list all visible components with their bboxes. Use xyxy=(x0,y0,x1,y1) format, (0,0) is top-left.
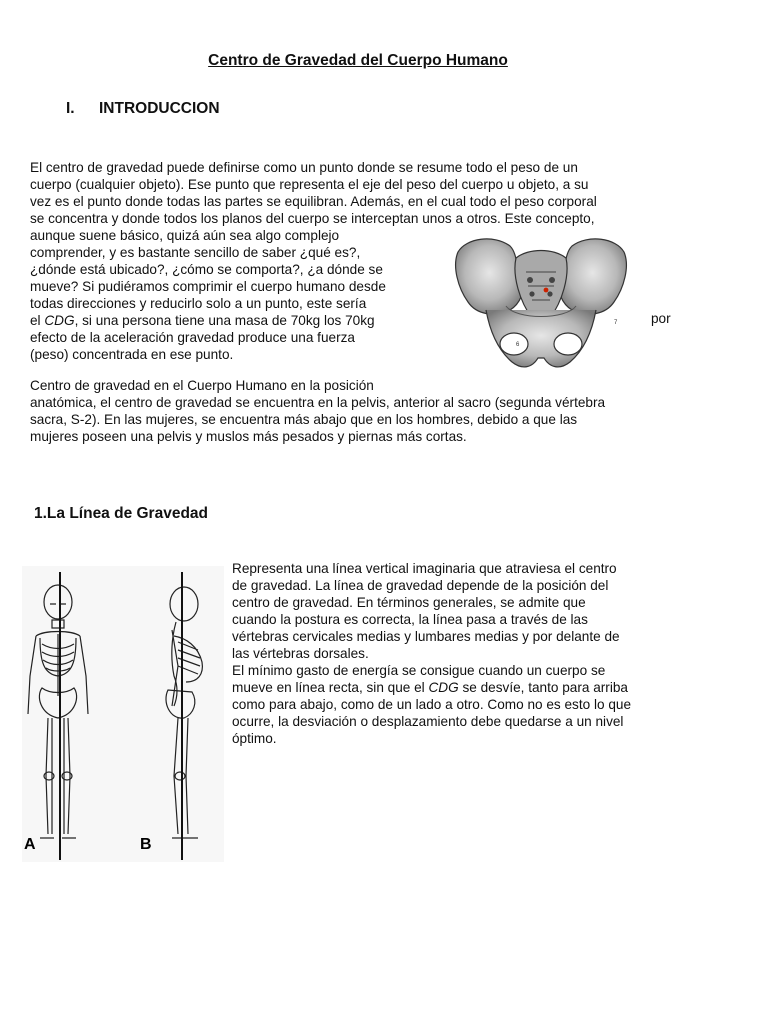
text-line: (peso) concentrada en ese punto. xyxy=(30,347,234,362)
text-line: vez es el punto donde todas las partes se equilibran. Además, en el cual todo el peso corporal xyxy=(30,194,597,209)
text-line: las vértebras dorsales. xyxy=(232,646,369,661)
pelvis-label-7: 7 xyxy=(614,320,618,326)
text-line: El mínimo gasto de energía se consigue cuando un cuerpo se xyxy=(232,663,606,678)
text-line: se concentra y donde todos los planos del cuerpo se interceptan unos a otros. Este concepto, xyxy=(30,211,595,226)
text-line: Representa una línea vertical imaginaria que atraviesa el centro xyxy=(232,561,617,576)
text-line: cuerpo (cualquier objeto). Ese punto que representa el eje del peso del cuerpo u objeto, a su xyxy=(30,177,589,192)
text-line: sacra, S-2). En las mujeres, se encuentra más abajo que en los hombres, debido a que las xyxy=(30,412,578,427)
text-line: efecto de la aceleración gravedad produce una fuerza xyxy=(30,330,355,345)
pelvis-figure xyxy=(446,232,636,378)
intro-por-word: por xyxy=(651,311,671,326)
cdg-location-paragraph xyxy=(30,377,730,445)
text-line: Centro de gravedad en el Cuerpo Humano en la posición xyxy=(30,378,374,393)
skeleton-figure xyxy=(22,566,224,862)
text-line: mueve en línea recta, sin que el CDG se desvíe, tanto para arriba xyxy=(232,680,628,695)
figure-label-a: A xyxy=(24,836,36,853)
text-line: anatómica, el centro de gravedad se encuentra en la pelvis, anterior al sacro (segunda vértebra xyxy=(30,395,606,410)
pelvis-label-6: 6 xyxy=(516,342,520,348)
document-title: Centro de Gravedad del Cuerpo Humano xyxy=(208,52,508,69)
text-line: centro de gravedad. En términos generales, se admite que xyxy=(232,595,586,610)
text-line: mueve? Si pudiéramos comprimir el cuerpo humano desde xyxy=(30,279,386,294)
text-line: ocurre, la desviación o desplazamiento debe quedarse a un nivel xyxy=(232,714,624,729)
section-heading-linea-gravedad: 1.La Línea de Gravedad xyxy=(34,505,209,522)
section-title: INTRODUCCION xyxy=(99,100,220,117)
text-line: óptimo. xyxy=(232,731,277,746)
section-heading-introduccion xyxy=(66,100,220,118)
text-line: El centro de gravedad puede definirse como un punto donde se resume todo el peso de un xyxy=(30,160,578,175)
figure-label-b: B xyxy=(140,836,152,853)
text-line: ¿dónde está ubicado?, ¿cómo se comporta?, ¿a dónde se xyxy=(30,262,383,277)
text-line: comprender, y es bastante sencillo de saber ¿qué es?, xyxy=(30,245,361,260)
text-line: cuando la postura es correcta, la línea pasa a través de las xyxy=(232,612,588,627)
text-line: el CDG, si una persona tiene una masa de 70kg los 70kg xyxy=(30,313,375,328)
text-line: como para abajo, como de un lado a otro. Como no es esto lo que xyxy=(232,697,631,712)
linea-gravedad-paragraph xyxy=(232,560,722,747)
text-line: mujeres poseen una pelvis y muslos más pesados y piernas más cortas. xyxy=(30,429,467,444)
cdg-marker xyxy=(544,288,549,293)
pelvis-illustration xyxy=(446,232,636,378)
text-line: todas direcciones y reducirlo solo a un punto, este sería xyxy=(30,296,367,311)
text-line: vértebras cervicales medias y lumbares medias y por delante de xyxy=(232,629,620,644)
skeleton-illustration xyxy=(22,566,224,862)
section-number: I. xyxy=(66,100,75,117)
text-line: aunque suene básico, quizá aún sea algo complejo xyxy=(30,228,340,243)
text-line: de gravedad. La línea de gravedad depende de la posición del xyxy=(232,578,609,593)
